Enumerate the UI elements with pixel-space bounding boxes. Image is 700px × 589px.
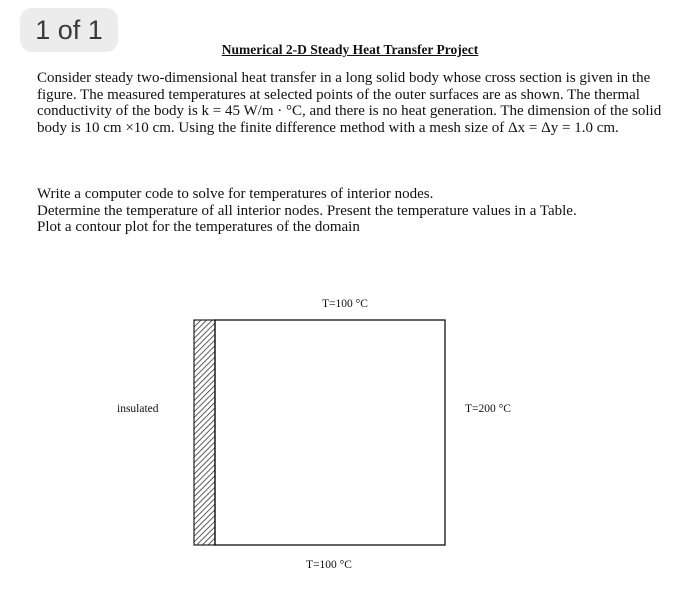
page-indicator: 1 of 1 [20,8,118,52]
task-item: Determine the temperature of all interior nodes. Present the temperature values in a Table. [37,202,577,219]
insulated-wall-hatch [194,320,215,545]
left-boundary-label: insulated [117,403,159,415]
right-boundary-label: T=200 °C [465,403,511,415]
solid-body-domain [215,320,445,545]
bottom-boundary-label: T=100 °C [306,559,352,571]
task-item: Plot a contour plot for the temperatures of the domain [37,219,360,235]
top-boundary-label: T=100 °C [322,298,368,310]
problem-description: Consider steady two-dimensional heat transfer in a long solid body whose cross section is given in the figure. The measured temperatures at selected points of the outer surfaces are as shown. The thermal conductivity of the body is k = 45 W/m · °C, and there is no heat generation. The dimension of the solid body is 10 cm ×10 cm. Using the finite difference method with a mesh size of Δx = Δy = 1.0 cm. [37,70,662,136]
document-title: Numerical 2-D Steady Heat Transfer Project [221,42,479,57]
task-item: Write a computer code to solve for temperatures of interior nodes. [37,186,434,202]
